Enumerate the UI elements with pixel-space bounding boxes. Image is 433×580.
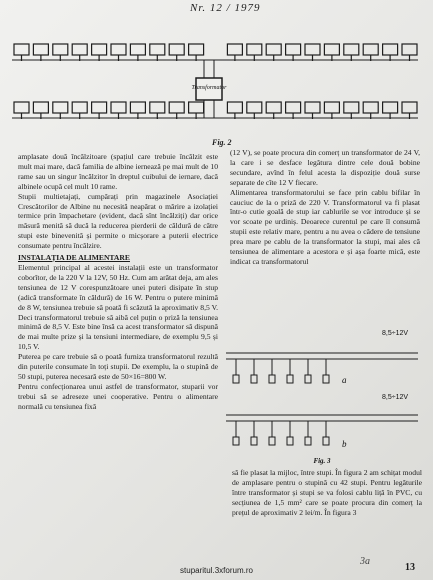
figure-hive-layout [8, 18, 423, 138]
hive-box [53, 44, 68, 55]
hive-box [324, 102, 339, 113]
handwritten-note: 3a [360, 556, 370, 567]
hive-box [72, 44, 87, 55]
paragraph: Elementul principal al acestei instalații este un transformator coborîtor, de la 220 V la 12V, 50 Hz. Cum am arătat deja, am ales tensiunea de 12 V corespunzătoare unei puteri disipate în stup (adică transformate în căldură) de 16 W. Pentru o putere minimă de 8 W, tensiunea trebuie să poată fi scăzută la aproximativ 8,5 V. Deci transformatorul trebuie să aibă cel puțin o priză la tensiunea minimă de 8,5 V. Este bine însă ca acest transformator să dispună de mai multe prize și la tensiuni intermediare, de exemplu 9,5 și 10,5 V. [18, 262, 218, 352]
plug [323, 375, 329, 383]
hive-box [247, 102, 262, 113]
hive-box [402, 102, 417, 113]
right-column [230, 148, 420, 267]
voltage-label-top: 8,5÷12V [382, 330, 409, 337]
hive-box [150, 102, 165, 113]
hive-box [383, 102, 398, 113]
hive-box [14, 44, 29, 55]
plug [233, 375, 239, 383]
hive-box [92, 102, 107, 113]
figure2-caption: Fig. 3 [313, 457, 331, 465]
left-column [18, 152, 218, 412]
paragraph: Pentru confecționarea unui astfel de transformator, stuparii vor trebui să se adreseze unei cooperative. Pentru o alimentare normală cu tensiunea fixă [18, 381, 218, 411]
paragraph: Stupii multietajați, cumpărați prin magazinele Asociației Crescătorilor de Albine nu necesită neapărat o mărire a izolației termice prin împachetare (evident, dacă sînt încălziți) dar orice măsură menită să ducă la reducerea pierderii de căldură de către stupi este binevenită și permite o micșorare a puterii electrice consumate pentru încălzire. [18, 191, 218, 251]
hive-box [130, 44, 145, 55]
hive-box [305, 44, 320, 55]
hive-box [189, 102, 204, 113]
figure1-caption: Fig. 2 [212, 138, 232, 147]
paragraph: Puterea pe care trebuie să o poată furniza transformatorul rezultă din puterile consumate în toți stupii. De exemplu, la o stupină de 50 stupi, puterea necesară este de 50×16=800 W. [18, 352, 218, 381]
hive-box [363, 44, 378, 55]
hive-box [169, 102, 184, 113]
hive-box [344, 102, 359, 113]
hive-box [383, 44, 398, 55]
issue-number: Nr. 12 / 1979 [190, 2, 261, 14]
plug [233, 437, 239, 445]
section-heading: INSTALAȚIA DE ALIMENTARE [18, 253, 130, 263]
paragraph: Alimentarea transformatorului se face prin cablu bifilar în cauciuc de la o priză de 220 V. Transformatorul va fi plasat într-o cutie goală de stup iar cablurile se vor introduce și se vor scoate pe urdiniș. Deoarece curentul pe care îl consumă stupii este relativ mare, pentru a nu avea o cădere de tensiune prea mare pe cablu de la transformator la stupi, mai ales că tensiunea de alimentare a acestora e și așa foarte mică, este indicat ca transformatorul [230, 187, 420, 266]
hive-box [266, 102, 281, 113]
hive-box [14, 102, 29, 113]
hive-box [305, 102, 320, 113]
paragraph: amplasate două încălzitoare (spațiul care trebuie încălzit este mult mai mare, dacă familia de albine iernează pe mai mult de 10 rame sau un singur încălzitor în dreptul cuibului de iernare, dacă albinele ocupă cel mult 10 rame. [18, 152, 218, 191]
hive-box [111, 102, 126, 113]
hive-box [111, 44, 126, 55]
hive-box [72, 102, 87, 113]
footer-watermark: stuparitul.3xforum.ro [180, 566, 253, 575]
label-b: b [342, 439, 347, 449]
hive-box [286, 44, 301, 55]
transformer-label: Transformator [191, 85, 227, 91]
hive-box [344, 44, 359, 55]
plug [269, 375, 275, 383]
figure-wiring [222, 323, 422, 465]
hive-box [247, 44, 262, 55]
bottom-right-column [232, 468, 422, 518]
hive-box [92, 44, 107, 55]
plug [287, 375, 293, 383]
hive-box [150, 44, 165, 55]
hive-box [286, 102, 301, 113]
paragraph: să fie plasat la mijloc, între stupi. În figura 2 am schițat modul de amplasare pentru o stupină cu 42 stupi. Pentru legăturile între transformator și stupi se va folosi cablu liță în PVC, cu secțiunea de 1,5 mm² care se poate procura din comerț la prețul de aproximativ 2 lei/m. În figura 3 [232, 468, 422, 517]
hive-box [33, 44, 48, 55]
hive-box [363, 102, 378, 113]
plug [269, 437, 275, 445]
plug [287, 437, 293, 445]
hive-box [130, 102, 145, 113]
label-a: a [342, 375, 347, 385]
hive-box [189, 44, 204, 55]
plug [305, 375, 311, 383]
hive-box [266, 44, 281, 55]
hive-box [402, 44, 417, 55]
hive-box [33, 102, 48, 113]
hive-box [169, 44, 184, 55]
plug [251, 375, 257, 383]
paragraph: (12 V), se poate procura din comerț un transformator de 24 V, la care i se desface legătura dintre cele două bobine secundare, avînd în felul acesta la dispoziție două surse separate de cîte 12 V fiecare. [230, 148, 420, 187]
hive-box [324, 44, 339, 55]
plug [323, 437, 329, 445]
page-number: 13 [405, 562, 415, 573]
hive-box [53, 102, 68, 113]
voltage-label-bottom: 8,5÷12V [382, 394, 409, 401]
hive-box [227, 44, 242, 55]
hive-box [227, 102, 242, 113]
plug [251, 437, 257, 445]
plug [305, 437, 311, 445]
